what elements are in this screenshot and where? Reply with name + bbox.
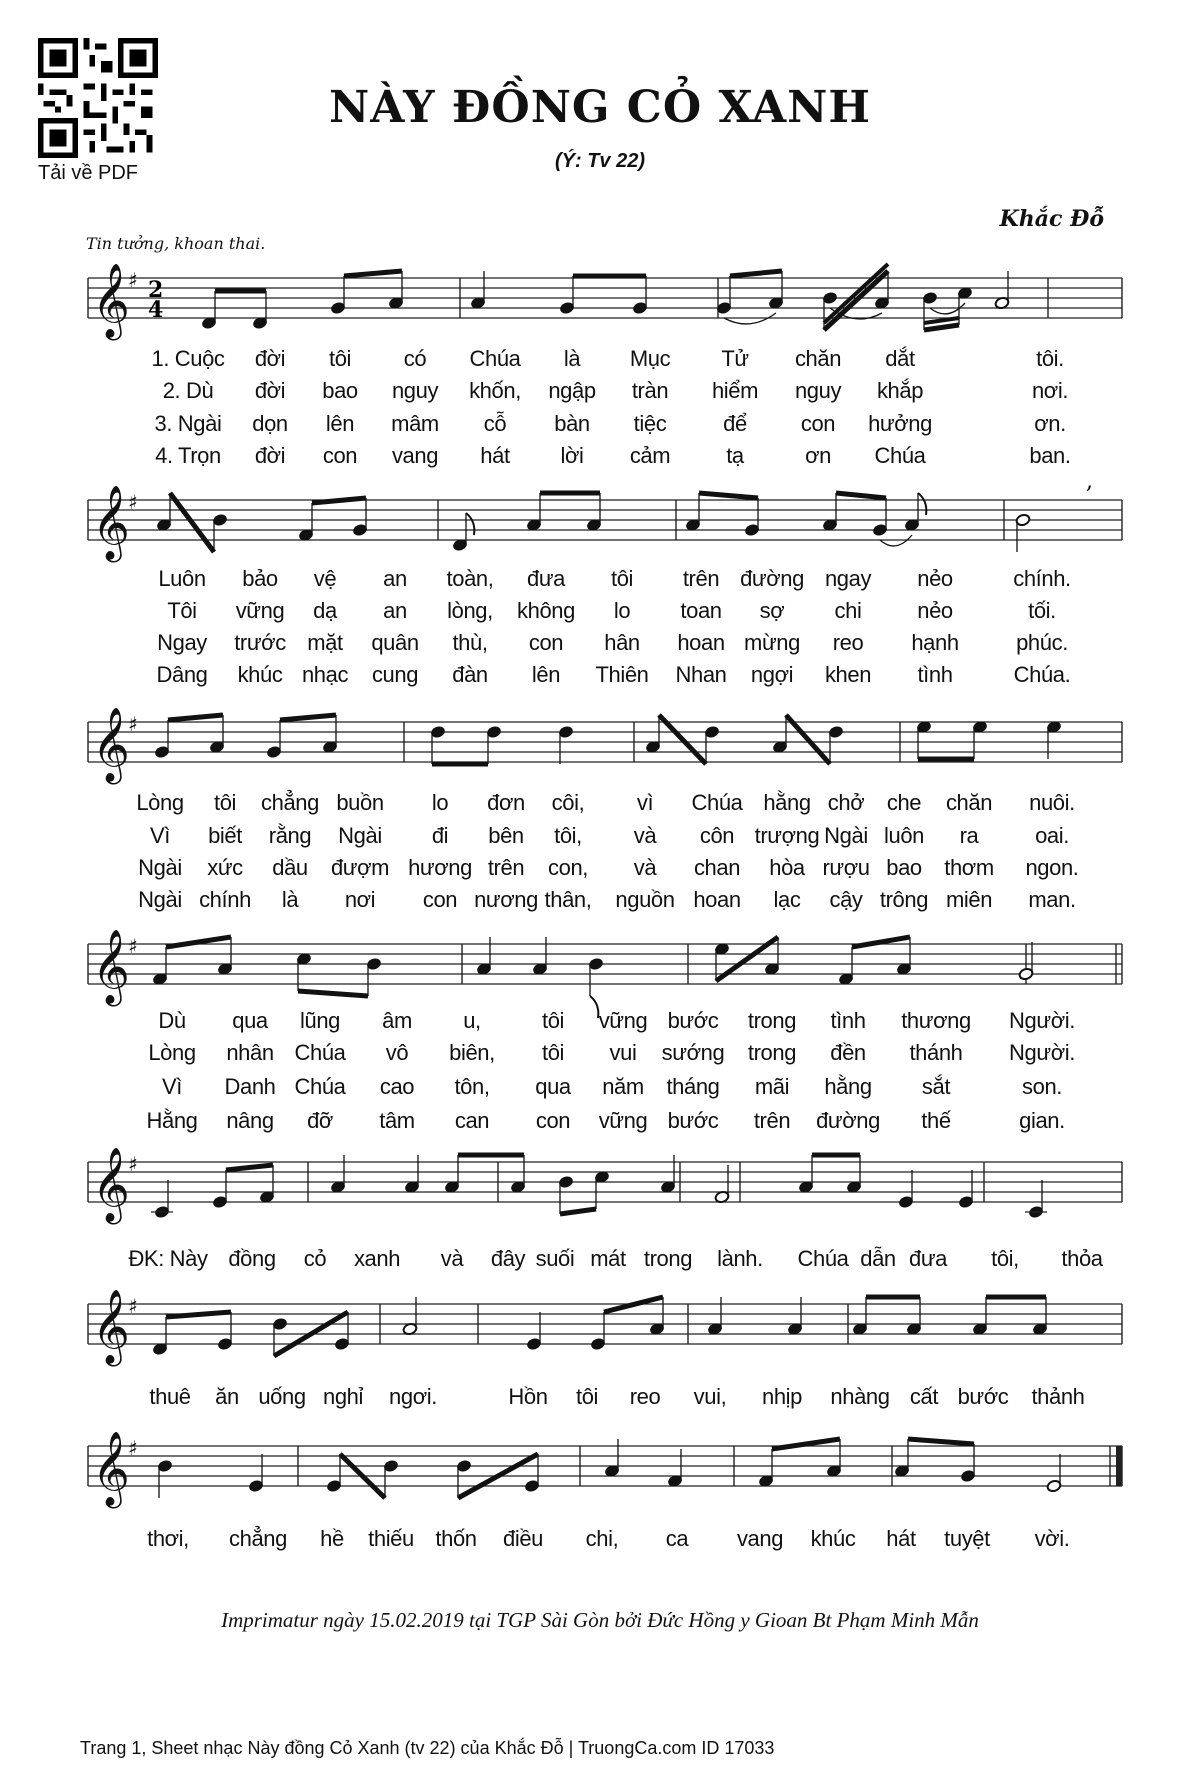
lyric-syllable: son. bbox=[1022, 1074, 1062, 1099]
lyric-syllable: trong bbox=[747, 1008, 797, 1033]
lyric-syllable: qua bbox=[232, 1008, 268, 1033]
lyric-syllable: lành. bbox=[717, 1246, 763, 1271]
lyric-syllable: lên bbox=[325, 411, 355, 436]
lyric-syllable: dẫn bbox=[860, 1246, 896, 1271]
lyric-syllable: Ngài bbox=[138, 887, 182, 912]
lyric-syllable: vô bbox=[385, 1040, 409, 1065]
lyric-syllable: thánh bbox=[909, 1040, 963, 1065]
lyric-syllable: thỏa bbox=[1061, 1246, 1103, 1271]
lyric-syllable: nẻo bbox=[917, 598, 953, 623]
lyric-syllable: hoan bbox=[677, 630, 725, 655]
lyric-syllable: Tử bbox=[721, 346, 749, 371]
lyric-syllable: biên, bbox=[449, 1040, 495, 1065]
lyric-syllable: bàn bbox=[554, 411, 590, 436]
lyric-syllable: Nhan bbox=[675, 662, 727, 687]
lyric-syllable: tình bbox=[917, 662, 953, 687]
lyric-syllable: vui, bbox=[693, 1384, 727, 1409]
lyric-syllable: sợ bbox=[759, 598, 785, 623]
lyric-syllable: an bbox=[383, 598, 407, 623]
lyric-syllable: tình bbox=[830, 1008, 866, 1033]
lyric-syllable: xanh bbox=[353, 1246, 401, 1271]
lyric-syllable: man. bbox=[1028, 887, 1076, 912]
lyric-syllable: cung bbox=[371, 662, 419, 687]
lyric-syllable: dầu bbox=[272, 855, 308, 880]
lyric-syllable: Ngài bbox=[338, 823, 382, 848]
sharp-key-signature-icon: ♯ bbox=[128, 490, 138, 514]
lyric-syllable: nương bbox=[474, 887, 538, 912]
lyric-syllable: là bbox=[281, 887, 299, 912]
lyric-syllable: tôi bbox=[213, 790, 237, 815]
lyric-syllable: tạ bbox=[726, 443, 744, 468]
lyric-syllable: tràn bbox=[631, 378, 669, 403]
lyric-syllable: đây bbox=[490, 1246, 526, 1271]
lyric-syllable: mặt bbox=[307, 630, 343, 655]
lyric-syllable: can bbox=[454, 1108, 490, 1133]
lyric-syllable: chi bbox=[834, 598, 862, 623]
lyric-syllable: ngập bbox=[548, 378, 596, 403]
lyric-syllable: bên bbox=[488, 823, 524, 848]
lyric-syllable: Dâng bbox=[156, 662, 208, 687]
lyric-syllable: chăn bbox=[794, 346, 842, 371]
lyric-syllable: lòng, bbox=[447, 598, 493, 623]
lyric-syllable: trượng bbox=[754, 823, 820, 848]
lyric-syllable: hiểm bbox=[711, 378, 759, 403]
lyric-syllable: cao bbox=[379, 1074, 415, 1099]
lyric-syllable: phúc. bbox=[1016, 630, 1068, 655]
lyric-syllable: thơm bbox=[944, 855, 994, 880]
lyric-syllable: Danh bbox=[224, 1074, 276, 1099]
lyric-syllable: chở bbox=[827, 790, 865, 815]
lyric-syllable: biết bbox=[208, 823, 242, 848]
treble-clef-icon: 𝄞 bbox=[92, 708, 130, 782]
lyric-syllable: Ngài bbox=[138, 855, 182, 880]
lyric-syllable: che bbox=[886, 790, 922, 815]
lyric-syllable: lo bbox=[613, 598, 631, 623]
lyric-syllable: trên bbox=[487, 855, 525, 880]
lyric-syllable: nơi. bbox=[1031, 378, 1069, 403]
lyric-syllable: tôi, bbox=[554, 823, 582, 848]
lyric-syllable: xức bbox=[207, 855, 243, 880]
lyric-syllable: Vì bbox=[162, 1074, 182, 1099]
lyric-syllable: côn bbox=[699, 823, 735, 848]
lyric-syllable: khen bbox=[824, 662, 872, 687]
lyric-syllable: mát bbox=[590, 1246, 626, 1271]
lyric-syllable: đền bbox=[830, 1040, 866, 1065]
lyric-syllable: tối. bbox=[1028, 598, 1056, 623]
lyric-syllable: vì bbox=[636, 790, 654, 815]
lyric-syllable: vời. bbox=[1034, 1526, 1070, 1551]
treble-clef-icon: 𝄞 bbox=[92, 1290, 130, 1364]
lyric-syllable: bao bbox=[322, 378, 358, 403]
lyric-syllable: trên bbox=[753, 1108, 791, 1133]
lyric-syllable: đồng bbox=[228, 1246, 276, 1271]
lyric-syllable: dạ bbox=[313, 598, 337, 623]
lyric-syllable: nhàng bbox=[830, 1384, 890, 1409]
lyric-syllable: tôi. bbox=[1036, 346, 1064, 371]
lyric-syllable: đưa bbox=[909, 1246, 947, 1271]
lyric-syllable: chi, bbox=[585, 1526, 619, 1551]
lyric-syllable: tâm bbox=[379, 1108, 415, 1133]
lyric-syllable: nhạc bbox=[301, 662, 349, 687]
lyric-syllable: Thiên bbox=[595, 662, 649, 687]
lyric-syllable: sắt bbox=[921, 1074, 951, 1099]
lyric-syllable: uống bbox=[258, 1384, 306, 1409]
lyric-syllable: rằng bbox=[268, 823, 312, 848]
sharp-key-signature-icon: ♯ bbox=[128, 1436, 138, 1460]
lyric-syllable: thuê bbox=[149, 1384, 191, 1409]
lyric-syllable: tháng bbox=[666, 1074, 720, 1099]
lyric-syllable: khúc bbox=[237, 662, 283, 687]
lyric-syllable: nghỉ bbox=[323, 1384, 363, 1409]
sharp-key-signature-icon: ♯ bbox=[128, 712, 138, 736]
lyric-syllable: thiếu bbox=[368, 1526, 414, 1551]
lyric-syllable: Chúa bbox=[797, 1246, 849, 1271]
lyric-syllable: ngon. bbox=[1025, 855, 1079, 880]
lyric-syllable: reo bbox=[629, 1384, 661, 1409]
lyric-syllable: thù, bbox=[452, 630, 488, 655]
lyric-syllable: Luôn bbox=[158, 566, 206, 591]
lyric-syllable: Tôi bbox=[167, 598, 197, 623]
time-signature-top: 2 bbox=[148, 277, 164, 303]
lyric-syllable: cỏ bbox=[303, 1246, 327, 1271]
song-title: NÀY ĐỒNG CỎ XANH bbox=[329, 82, 871, 133]
lyric-syllable: cảm bbox=[629, 443, 671, 468]
lyric-syllable: và bbox=[633, 823, 657, 848]
lyric-syllable: mâm bbox=[391, 411, 439, 436]
lyric-syllable: đời bbox=[254, 378, 286, 403]
lyric-syllable: buồn bbox=[336, 790, 384, 815]
treble-clef-icon: 𝄞 bbox=[92, 1432, 130, 1506]
lyric-syllable: vệ bbox=[313, 566, 337, 591]
lyric-syllable: đời bbox=[254, 346, 286, 371]
lyric-syllable: thế bbox=[921, 1108, 951, 1133]
lyric-syllable: đàn bbox=[452, 662, 488, 687]
lyric-syllable: nơi bbox=[344, 887, 376, 912]
treble-clef-icon: 𝄞 bbox=[92, 1148, 130, 1222]
lyric-syllable: an bbox=[383, 566, 407, 591]
time-signature-bottom: 4 bbox=[148, 297, 164, 323]
sharp-key-signature-icon: ♯ bbox=[128, 1294, 138, 1318]
lyric-syllable: tôi bbox=[575, 1384, 599, 1409]
lyric-syllable: hằng bbox=[824, 1074, 872, 1099]
lyric-syllable: Chúa bbox=[874, 443, 926, 468]
lyric-syllable: thân, bbox=[544, 887, 592, 912]
lyric-syllable: trong bbox=[643, 1246, 693, 1271]
lyric-syllable: trong bbox=[747, 1040, 797, 1065]
lyric-syllable: tôi bbox=[328, 346, 352, 371]
lyric-syllable: bước bbox=[957, 1384, 1009, 1409]
lyric-syllable: Mục bbox=[629, 346, 671, 371]
lyric-syllable: vang bbox=[391, 443, 439, 468]
lyric-syllable: đi bbox=[431, 823, 449, 848]
lyric-syllable: 1. Cuộc bbox=[151, 346, 225, 371]
lyric-syllable: hề bbox=[320, 1526, 344, 1551]
sharp-key-signature-icon: ♯ bbox=[128, 268, 138, 292]
lyric-syllable: 2. Dù bbox=[162, 378, 214, 403]
lyric-syllable: toàn, bbox=[446, 566, 494, 591]
lyric-syllable: và bbox=[633, 855, 657, 880]
lyric-syllable: Chúa bbox=[691, 790, 743, 815]
lyric-syllable: Chúa bbox=[294, 1040, 346, 1065]
lyric-syllable: lời bbox=[560, 443, 584, 468]
lyric-syllable: ngay bbox=[824, 566, 872, 591]
lyric-syllable: vững bbox=[598, 1008, 648, 1033]
download-pdf-link[interactable]: Tải về PDF bbox=[38, 162, 139, 184]
lyric-syllable: hương bbox=[408, 855, 472, 880]
lyric-syllable: lạc bbox=[773, 887, 801, 912]
lyric-syllable: cỗ bbox=[483, 411, 507, 436]
lyric-syllable: dắt bbox=[885, 346, 915, 371]
lyric-syllable: thảnh bbox=[1031, 1384, 1085, 1409]
lyric-syllable: âm bbox=[382, 1008, 412, 1033]
lyric-syllable: thốn bbox=[435, 1526, 477, 1551]
lyric-syllable: đỡ bbox=[307, 1108, 333, 1133]
lyric-syllable: hưởng bbox=[868, 411, 932, 436]
lyric-syllable: và bbox=[440, 1246, 464, 1271]
lyric-syllable: đơn bbox=[487, 790, 525, 815]
lyric-syllable: khúc bbox=[810, 1526, 856, 1551]
lyric-syllable: chẳng bbox=[229, 1526, 287, 1551]
lyric-syllable: nuôi. bbox=[1029, 790, 1075, 815]
lyric-syllable: Dù bbox=[158, 1008, 186, 1033]
lyric-syllable: tiệc bbox=[633, 411, 667, 436]
lyric-syllable: Lòng bbox=[148, 1040, 196, 1065]
lyric-syllable: vững bbox=[598, 1108, 648, 1133]
lyric-syllable: tôi bbox=[610, 566, 634, 591]
lyric-syllable: bước bbox=[667, 1008, 719, 1033]
lyric-syllable: sướng bbox=[661, 1040, 725, 1065]
lyric-syllable: con bbox=[528, 630, 564, 655]
lyric-syllable: tôi, bbox=[991, 1246, 1019, 1271]
lyric-syllable: Chúa bbox=[294, 1074, 346, 1099]
lyric-syllable: nguy bbox=[391, 378, 439, 403]
lyric-syllable: con bbox=[422, 887, 458, 912]
lyric-syllable: chẳng bbox=[261, 790, 319, 815]
lyric-syllable: u, bbox=[463, 1008, 481, 1033]
lyric-syllable: con bbox=[322, 443, 358, 468]
lyric-syllable: cất bbox=[909, 1384, 939, 1409]
lyric-syllable: ra bbox=[959, 823, 979, 848]
lyric-syllable: nguồn bbox=[615, 887, 675, 912]
lyric-syllable: điều bbox=[503, 1526, 543, 1551]
treble-clef-icon: 𝄞 bbox=[92, 486, 130, 560]
lyric-syllable: nâng bbox=[226, 1108, 274, 1133]
lyric-syllable: chính. bbox=[1013, 566, 1071, 591]
lyric-syllable: năm bbox=[602, 1074, 644, 1099]
lyric-syllable: tôn, bbox=[454, 1074, 490, 1099]
lyric-syllable: 4. Trọn bbox=[155, 443, 221, 468]
lyric-syllable: vững bbox=[235, 598, 285, 623]
treble-clef-icon: 𝄞 bbox=[92, 930, 130, 1004]
lyric-syllable: con, bbox=[548, 855, 588, 880]
lyric-syllable: ơn. bbox=[1034, 411, 1066, 436]
lyric-syllable: nhân bbox=[226, 1040, 274, 1065]
lyric-syllable: dọn bbox=[252, 411, 288, 436]
lyric-syllable: thơi, bbox=[147, 1526, 189, 1551]
lyric-syllable: Hằng bbox=[146, 1108, 198, 1133]
lyric-syllable: 3. Ngài bbox=[154, 411, 222, 436]
composer-name: Khắc Đỗ bbox=[999, 206, 1104, 232]
lyric-syllable: ĐK: Này bbox=[128, 1246, 208, 1271]
lyric-syllable: toan bbox=[680, 598, 722, 623]
lyric-syllable: quân bbox=[371, 630, 419, 655]
lyric-syllable: con bbox=[535, 1108, 571, 1133]
lyric-syllable: nẻo bbox=[917, 566, 953, 591]
lyric-syllable: có bbox=[403, 346, 427, 371]
lyric-syllable: tôi bbox=[541, 1008, 565, 1033]
lyric-syllable: ngơi. bbox=[389, 1384, 437, 1409]
lyric-syllable: hoan bbox=[693, 887, 741, 912]
lyric-syllable: Ngài bbox=[824, 823, 868, 848]
lyric-syllable: luôn bbox=[884, 823, 924, 848]
tempo-marking: Tin tưởng, khoan thai. bbox=[86, 234, 266, 253]
lyric-syllable: ca bbox=[665, 1526, 689, 1551]
lyric-syllable: gian. bbox=[1019, 1108, 1065, 1133]
lyric-syllable: đượm bbox=[330, 855, 390, 880]
lyric-syllable: vui bbox=[609, 1040, 637, 1065]
lyric-syllable: ngợi bbox=[750, 662, 794, 687]
lyric-syllable: hân bbox=[604, 630, 640, 655]
lyric-syllable: rượu bbox=[822, 855, 870, 880]
lyric-syllable: ban. bbox=[1029, 443, 1071, 468]
lyric-syllable: đường bbox=[816, 1108, 880, 1133]
lyric-syllable: đưa bbox=[527, 566, 565, 591]
lyric-syllable: không bbox=[517, 598, 575, 623]
lyric-syllable: mừng bbox=[744, 630, 800, 655]
lyric-syllable: trước bbox=[234, 630, 286, 655]
lyric-syllable: lên bbox=[531, 662, 561, 687]
lyric-syllable: Người. bbox=[1009, 1008, 1075, 1033]
lyric-syllable: Người. bbox=[1009, 1040, 1075, 1065]
lyric-syllable: hằng bbox=[763, 790, 811, 815]
sharp-key-signature-icon: ♯ bbox=[128, 934, 138, 958]
lyric-syllable: qua bbox=[535, 1074, 571, 1099]
lyric-syllable: lũng bbox=[300, 1008, 340, 1033]
lyric-syllable: oai. bbox=[1035, 823, 1069, 848]
lyric-syllable: hát bbox=[480, 443, 510, 468]
lyric-syllable: Ngay bbox=[157, 630, 207, 655]
lyric-syllable: mãi bbox=[754, 1074, 790, 1099]
imprimatur-note: Imprimatur ngày 15.02.2019 tại TGP Sài Gòn bởi Đức Hồng y Gioan Bt Phạm Minh Mẫn bbox=[221, 1608, 979, 1632]
lyric-syllable: thương bbox=[901, 1008, 971, 1033]
lyric-syllable: reo bbox=[832, 630, 864, 655]
lyric-syllable: hòa bbox=[769, 855, 805, 880]
lyric-syllable: Chúa bbox=[469, 346, 521, 371]
lyric-syllable: trên bbox=[682, 566, 720, 591]
lyric-syllable: ơn bbox=[805, 443, 831, 468]
lyric-syllable: để bbox=[723, 411, 747, 436]
page-footer: Trang 1, Sheet nhạc Này đồng Cỏ Xanh (tv 22) của Khắc Đỗ | TruongCa.com ID 17033 bbox=[80, 1738, 775, 1758]
lyric-syllable: vang bbox=[736, 1526, 784, 1551]
treble-clef-icon: 𝄞 bbox=[92, 264, 130, 338]
lyric-syllable: hạnh bbox=[911, 630, 959, 655]
lyric-syllable: suối bbox=[535, 1246, 575, 1271]
lyric-syllable: bước bbox=[667, 1108, 719, 1133]
sharp-key-signature-icon: ♯ bbox=[128, 1152, 138, 1176]
lyric-syllable: ăn bbox=[215, 1384, 239, 1409]
lyric-syllable: miên bbox=[945, 887, 993, 912]
lyric-syllable: lo bbox=[431, 790, 449, 815]
lyric-syllable: bảo bbox=[242, 566, 278, 591]
lyric-syllable: khốn, bbox=[469, 378, 521, 403]
lyric-syllable: bao bbox=[886, 855, 922, 880]
lyric-syllable: cậy bbox=[829, 887, 863, 912]
lyric-syllable: đường bbox=[740, 566, 804, 591]
lyric-syllable: nhịp bbox=[762, 1384, 802, 1409]
lyric-syllable: chăn bbox=[945, 790, 993, 815]
lyric-syllable: chan bbox=[693, 855, 741, 880]
lyric-syllable: chính bbox=[199, 887, 251, 912]
lyric-syllable: tôi bbox=[541, 1040, 565, 1065]
lyric-syllable: Vì bbox=[150, 823, 170, 848]
lyric-syllable: Lòng bbox=[136, 790, 184, 815]
lyric-syllable: Chúa. bbox=[1013, 662, 1071, 687]
lyric-syllable: tuyệt bbox=[944, 1526, 990, 1551]
lyric-syllable: hát bbox=[886, 1526, 916, 1551]
breath-mark-icon: , bbox=[1086, 469, 1093, 494]
lyric-syllable: trông bbox=[879, 887, 929, 912]
lyric-syllable: Hồn bbox=[508, 1384, 548, 1409]
lyric-syllable: đời bbox=[254, 443, 286, 468]
lyric-syllable: là bbox=[563, 346, 581, 371]
lyric-syllable: con bbox=[800, 411, 836, 436]
psalm-reference: (Ý: Tv 22) bbox=[554, 150, 646, 172]
lyric-syllable: côi, bbox=[551, 790, 585, 815]
lyric-syllable: khắp bbox=[876, 378, 924, 403]
lyric-syllable: nguy bbox=[794, 378, 842, 403]
